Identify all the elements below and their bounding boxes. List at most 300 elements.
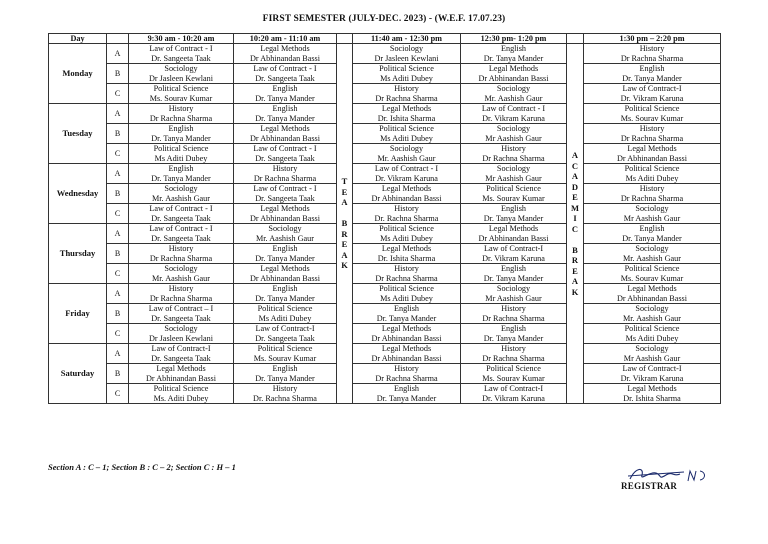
break-letter: A: [571, 171, 579, 181]
subject-name: Political Science: [379, 124, 434, 133]
table-row: [49, 164, 721, 184]
subject-name: Sociology: [635, 344, 669, 353]
teacher-name: Dr Rachna Sharma: [375, 373, 438, 383]
class-cell: [129, 364, 234, 384]
subject-name: Legal Methods: [381, 324, 432, 333]
class-cell: [461, 124, 567, 144]
subject-name: History: [272, 384, 298, 393]
header-slot-3: 11:40 am - 12:30 pm: [353, 34, 461, 44]
teacher-name: Dr Rachna Sharma: [620, 193, 684, 203]
break-letter: A: [571, 150, 579, 160]
subject-name: Legal Methods: [381, 244, 432, 253]
subject-name: Sociology: [496, 124, 531, 133]
subject-name: Sociology: [496, 84, 531, 93]
section-cell: A: [107, 164, 129, 184]
class-cell: [353, 244, 461, 264]
table-row: [49, 284, 721, 304]
class-cell: [234, 224, 337, 244]
class-cell: [461, 184, 567, 204]
teacher-name: Dr. Sangeeta Taak: [255, 73, 315, 83]
teacher-name: Mr. Aashish Gaur: [256, 233, 314, 243]
section-cell: B: [107, 244, 129, 264]
break-letter: [567, 234, 583, 245]
subject-name: Law of Contract-I: [483, 244, 544, 253]
class-cell: [461, 84, 567, 104]
subject-name: Sociology: [635, 244, 669, 253]
subject-name: English: [639, 224, 665, 233]
subject-name: History: [501, 344, 526, 353]
subject-name: Law of Contract-I: [151, 344, 211, 353]
class-cell: [461, 164, 567, 184]
teacher-name: Ms. Sourav Kumar: [253, 353, 317, 363]
class-cell: [584, 104, 721, 124]
teacher-name: Ms. Aditi Dubey: [153, 393, 209, 403]
class-cell: [461, 344, 567, 364]
teacher-name: Dr Rachna Sharma: [149, 113, 213, 123]
subject-name: Legal Methods: [260, 264, 310, 273]
section-cell: A: [107, 224, 129, 244]
day-cell: Tuesday: [49, 104, 107, 164]
subject-name: History: [168, 284, 194, 293]
teacher-name: Mr. Aashish Gaur: [623, 313, 681, 323]
table-row: [49, 144, 721, 164]
teacher-name: Dr. Tanya Mander: [255, 293, 315, 303]
teacher-name: Dr. Ishita Sharma: [623, 393, 681, 403]
teacher-name: Dr Rachna Sharma: [482, 153, 545, 163]
break-letter: R: [341, 228, 348, 239]
class-cell: [461, 264, 567, 284]
subject-name: Legal Methods: [260, 204, 310, 213]
teacher-name: Ms. Sourav Kumar: [149, 93, 213, 103]
table-row: [49, 264, 721, 284]
class-cell: [353, 364, 461, 384]
class-cell: [353, 164, 461, 184]
teacher-name: Dr. Vikram Karuna: [375, 173, 438, 183]
class-cell: [584, 44, 721, 64]
class-cell: [461, 324, 567, 344]
class-cell: [234, 144, 337, 164]
teacher-name: Dr. Ishita Sharma: [377, 113, 436, 123]
class-cell: [353, 44, 461, 64]
teacher-name: Dr. Tanya Mander: [376, 313, 437, 323]
subject-name: Law of Contract-I: [622, 84, 682, 93]
class-cell: [461, 244, 567, 264]
break-letter: I: [573, 213, 577, 223]
subject-name: Political Science: [624, 324, 680, 333]
class-cell: [234, 344, 337, 364]
subject-name: Sociology: [635, 204, 669, 213]
subject-name: History: [168, 104, 194, 113]
subject-name: Law of Contract - I: [481, 104, 546, 113]
class-cell: [584, 384, 721, 404]
class-cell: [353, 104, 461, 124]
subject-name: Legal Methods: [381, 344, 432, 353]
subject-name: English: [272, 284, 298, 293]
subject-name: Political Science: [379, 64, 434, 73]
break-letter: [337, 208, 352, 219]
teacher-name: Dr Rachna Sharma: [482, 313, 545, 323]
break-letter: E: [572, 265, 578, 276]
teacher-name: Mr. Aashish Gaur: [152, 273, 210, 283]
subject-name: Law of Contract-I: [255, 324, 315, 333]
teacher-name: Ms. Sourav Kumar: [620, 273, 684, 283]
day-cell: Saturday: [49, 344, 107, 404]
teacher-name: Dr. Sangeeta Taak: [151, 233, 211, 243]
subject-name: Sociology: [389, 144, 424, 153]
class-cell: [584, 244, 721, 264]
break-letter: A: [341, 197, 348, 208]
table-row: [49, 104, 721, 124]
subject-name: Sociology: [268, 224, 302, 233]
break-letter: K: [341, 260, 348, 271]
subject-name: Legal Methods: [488, 64, 539, 73]
class-cell: [129, 124, 234, 144]
class-cell: [129, 84, 234, 104]
registrar-label: REGISTRAR: [621, 481, 678, 491]
teacher-name: Dr. Tanya Mander: [255, 253, 315, 263]
teacher-name: Dr. Tanya Mander: [483, 333, 544, 343]
subject-name: Law of Contract - I: [253, 184, 317, 193]
class-cell: [461, 284, 567, 304]
subject-name: History: [501, 304, 526, 313]
break-letter: E: [341, 239, 348, 250]
teacher-name: Dr. Tanya Mander: [483, 53, 544, 63]
class-cell: [234, 64, 337, 84]
teacher-name: Dr. Vikram Karuna: [620, 373, 684, 383]
teacher-name: Mr Aashish Gaur: [485, 173, 542, 183]
header-academic-break: [567, 34, 584, 44]
table-row: [49, 224, 721, 244]
class-cell: [353, 84, 461, 104]
class-cell: [353, 124, 461, 144]
teacher-name: Mr Aashish Gaur: [623, 353, 681, 363]
class-cell: [129, 284, 234, 304]
subject-name: English: [500, 264, 527, 273]
subject-name: Sociology: [635, 304, 669, 313]
table-row: [49, 44, 721, 64]
break-letter: E: [572, 192, 578, 202]
class-cell: [129, 204, 234, 224]
class-cell: [584, 204, 721, 224]
section-cell: C: [107, 144, 129, 164]
class-cell: [584, 324, 721, 344]
section-cell: B: [107, 304, 129, 324]
teacher-name: Dr. Vikram Karuna: [482, 393, 545, 403]
class-cell: [353, 304, 461, 324]
subject-name: English: [272, 364, 298, 373]
subject-name: English: [500, 204, 527, 213]
class-cell: [129, 384, 234, 404]
break-letter: C: [571, 223, 579, 234]
teacher-name: Mr. Aashish Gaur: [377, 153, 436, 163]
teacher-name: Dr. Tanya Mander: [255, 113, 315, 123]
subject-name: History: [394, 264, 419, 273]
teacher-name: Ms. Sourav Kumar: [482, 373, 545, 383]
teacher-name: Dr. Tanya Mander: [483, 273, 544, 283]
class-cell: [584, 284, 721, 304]
subject-name: Legal Methods: [156, 364, 206, 373]
teacher-name: Dr. Sangeeta Taak: [255, 333, 315, 343]
class-cell: [234, 124, 337, 144]
class-cell: [584, 184, 721, 204]
class-cell: [584, 124, 721, 144]
academic-break-column: [567, 44, 584, 404]
class-cell: [584, 84, 721, 104]
class-cell: [129, 264, 234, 284]
teacher-name: Dr. Sangeeta Taak: [151, 353, 211, 363]
section-cell: B: [107, 184, 129, 204]
subject-name: Legal Methods: [381, 184, 432, 193]
class-cell: [353, 224, 461, 244]
section-cell: A: [107, 284, 129, 304]
section-cell: C: [107, 384, 129, 404]
class-cell: [234, 284, 337, 304]
subject-name: English: [168, 124, 194, 133]
teacher-name: Dr. Tanya Mander: [151, 173, 211, 183]
break-letter: A: [571, 276, 579, 286]
class-cell: [353, 264, 461, 284]
subject-name: Law of Contract-I: [483, 384, 544, 393]
class-cell: [461, 364, 567, 384]
teacher-name: Dr. Tanya Mander: [376, 393, 437, 403]
table-row: [49, 244, 721, 264]
table-row: [49, 304, 721, 324]
break-letter: C: [571, 160, 579, 171]
section-cell: A: [107, 44, 129, 64]
subject-name: English: [500, 44, 527, 53]
table-row: [49, 384, 721, 404]
teacher-name: Dr Jasleen Kewlani: [148, 333, 214, 343]
header-slot-2: 10:20 am - 11:10 am: [234, 34, 337, 44]
class-cell: [584, 164, 721, 184]
class-cell: [584, 344, 721, 364]
teacher-name: Mr Aashish Gaur: [623, 213, 681, 223]
class-cell: [461, 44, 567, 64]
class-cell: [234, 264, 337, 284]
header-section: [107, 34, 129, 44]
header-slot-4: 12:30 pm- 1:20 pm: [461, 34, 567, 44]
teacher-name: Dr Rachna Sharma: [375, 93, 438, 103]
subject-name: English: [639, 64, 665, 73]
teacher-name: Dr Rachna Sharma: [375, 273, 438, 283]
teacher-name: Dr. Rachna Sharma: [374, 213, 439, 223]
subject-name: Sociology: [389, 44, 424, 53]
teacher-name: Mr Aashish Gaur: [485, 293, 542, 303]
class-cell: [353, 344, 461, 364]
class-cell: [234, 184, 337, 204]
teacher-name: Dr. Rachna Sharma: [253, 393, 317, 403]
teacher-name: Dr Rachna Sharma: [620, 133, 684, 143]
subject-name: Legal Methods: [627, 284, 677, 293]
teacher-name: Mr. Aashish Gaur: [152, 193, 210, 203]
teacher-name: Dr Abhinandan Bassi: [249, 133, 321, 143]
teacher-name: Dr Abhinandan Bassi: [616, 293, 688, 303]
teacher-name: Mr. Aashish Gaur: [623, 253, 681, 263]
subject-name: Legal Methods: [260, 44, 310, 53]
table-row: [49, 184, 721, 204]
class-cell: [129, 164, 234, 184]
header-tea-break: [337, 34, 353, 44]
subject-name: English: [500, 324, 527, 333]
teacher-name: Dr Abhinandan Bassi: [371, 353, 442, 363]
subject-name: Law of Contract - I: [374, 164, 439, 173]
teacher-name: Dr. Vikram Karuna: [482, 113, 545, 123]
subject-name: Political Science: [153, 84, 209, 93]
class-cell: [461, 144, 567, 164]
table-row: [49, 344, 721, 364]
subject-name: Sociology: [164, 264, 198, 273]
subject-name: Political Science: [486, 364, 541, 373]
break-letter: K: [571, 286, 579, 297]
class-cell: [129, 304, 234, 324]
page-title: FIRST SEMESTER (JULY-DEC. 2023) - (W.E.F. 17.07.23): [262, 14, 506, 24]
subject-name: Political Science: [257, 304, 313, 313]
timetable-table: [48, 33, 721, 404]
subject-name: Legal Methods: [627, 384, 677, 393]
subject-name: Law of Contract - I: [149, 44, 213, 53]
header-row: [49, 34, 721, 44]
subject-name: Political Science: [486, 184, 541, 193]
class-cell: [353, 184, 461, 204]
subject-name: Legal Methods: [260, 124, 310, 133]
teacher-name: Dr Abhinandan Bassi: [478, 73, 549, 83]
subject-name: History: [168, 244, 194, 253]
section-cell: A: [107, 344, 129, 364]
teacher-name: Dr. Tanya Mander: [151, 133, 211, 143]
table-row: [49, 124, 721, 144]
section-cell: C: [107, 264, 129, 284]
day-cell: Friday: [49, 284, 107, 344]
teacher-name: Ms. Sourav Kumar: [620, 113, 684, 123]
class-cell: [234, 164, 337, 184]
class-cell: [461, 104, 567, 124]
subject-name: History: [394, 364, 419, 373]
class-cell: [584, 304, 721, 324]
subject-name: History: [639, 44, 665, 53]
table-row: [49, 84, 721, 104]
class-cell: [234, 204, 337, 224]
class-cell: [129, 44, 234, 64]
table-row: [49, 364, 721, 384]
teacher-name: Dr. Tanya Mander: [622, 233, 682, 243]
teacher-name: Dr. Tanya Mander: [483, 213, 544, 223]
class-cell: [234, 84, 337, 104]
class-cell: [234, 304, 337, 324]
section-cell: C: [107, 324, 129, 344]
teacher-name: Dr Rachna Sharma: [620, 53, 684, 63]
subject-name: Legal Methods: [627, 144, 677, 153]
teacher-name: Dr. Tanya Mander: [255, 373, 315, 383]
header-slot-1: 9:30 am - 10:20 am: [129, 34, 234, 44]
teacher-name: Ms Aditi Dubey: [380, 293, 433, 303]
subject-name: Sociology: [164, 324, 198, 333]
class-cell: [129, 64, 234, 84]
subject-name: Law of Contract - I: [149, 204, 213, 213]
section-cell: A: [107, 104, 129, 124]
subject-name: Sociology: [164, 184, 198, 193]
class-cell: [461, 204, 567, 224]
class-cell: [353, 144, 461, 164]
header-slot-5: 1:30 pm – 2:20 pm: [584, 34, 721, 44]
break-letter: R: [571, 255, 579, 265]
break-letter: B: [572, 244, 578, 255]
teacher-name: Dr. Sangeeta Taak: [255, 153, 315, 163]
teacher-name: Dr. Sangeeta Taak: [255, 193, 315, 203]
class-cell: [584, 144, 721, 164]
class-cell: [584, 224, 721, 244]
teacher-name: Dr Abhinandan Bassi: [249, 53, 321, 63]
teacher-name: Dr Jasleen Kewlani: [148, 73, 214, 83]
subject-name: English: [168, 164, 194, 173]
section-cell: C: [107, 204, 129, 224]
subject-name: Political Science: [379, 284, 434, 293]
teacher-name: Ms Aditi Dubey: [380, 233, 433, 243]
teacher-name: Dr Abhinandan Bassi: [249, 273, 321, 283]
teacher-name: Dr. Vikram Karuna: [620, 93, 684, 103]
class-cell: [353, 64, 461, 84]
subject-name: English: [393, 384, 420, 393]
teacher-name: Ms Aditi Dubey: [380, 133, 433, 143]
class-cell: [129, 324, 234, 344]
subject-name: Law of Contract - I: [149, 224, 213, 233]
subject-name: Law of Contract-I: [622, 364, 682, 373]
class-cell: [234, 44, 337, 64]
break-letter: T: [341, 176, 348, 187]
subject-name: Law of Contract - I: [253, 144, 317, 153]
subject-name: English: [272, 84, 298, 93]
subject-name: Legal Methods: [381, 104, 432, 113]
class-cell: [584, 264, 721, 284]
subject-name: History: [501, 144, 526, 153]
subject-name: Political Science: [153, 144, 209, 153]
section-cell: C: [107, 84, 129, 104]
header-day: Day: [49, 34, 107, 44]
class-cell: [461, 304, 567, 324]
teacher-name: Dr. Vikram Karuna: [482, 253, 545, 263]
subject-name: Sociology: [496, 284, 531, 293]
teacher-name: Dr Abhinandan Bassi: [371, 193, 442, 203]
subject-name: Political Science: [624, 264, 680, 273]
teacher-name: Dr. Tanya Mander: [255, 93, 315, 103]
class-cell: [461, 384, 567, 404]
table-row: [49, 204, 721, 224]
class-cell: [461, 64, 567, 84]
teacher-name: Dr. Ishita Sharma: [377, 253, 436, 263]
teacher-name: Ms Aditi Dubey: [258, 313, 312, 323]
table-row: [49, 324, 721, 344]
teacher-name: Dr Abhinandan Bassi: [145, 373, 217, 383]
teacher-name: Dr Rachna Sharma: [149, 253, 213, 263]
table-row: [49, 64, 721, 84]
class-cell: [234, 364, 337, 384]
class-cell: [129, 104, 234, 124]
class-cell: [353, 204, 461, 224]
class-cell: [234, 244, 337, 264]
teacher-name: Dr. Sangeeta Taak: [151, 313, 211, 323]
class-cell: [129, 224, 234, 244]
break-letter: M: [570, 202, 580, 213]
section-cell: B: [107, 364, 129, 384]
subject-name: Sociology: [496, 164, 531, 173]
class-cell: [129, 244, 234, 264]
teacher-name: Mr. Aashish Gaur: [484, 93, 543, 103]
class-cell: [129, 184, 234, 204]
break-letter: E: [341, 186, 348, 197]
teacher-name: Ms Aditi Dubey: [625, 333, 679, 343]
class-cell: [234, 104, 337, 124]
teacher-name: Dr Abhinandan Bassi: [371, 333, 442, 343]
teacher-name: Dr. Tanya Mander: [622, 73, 682, 83]
